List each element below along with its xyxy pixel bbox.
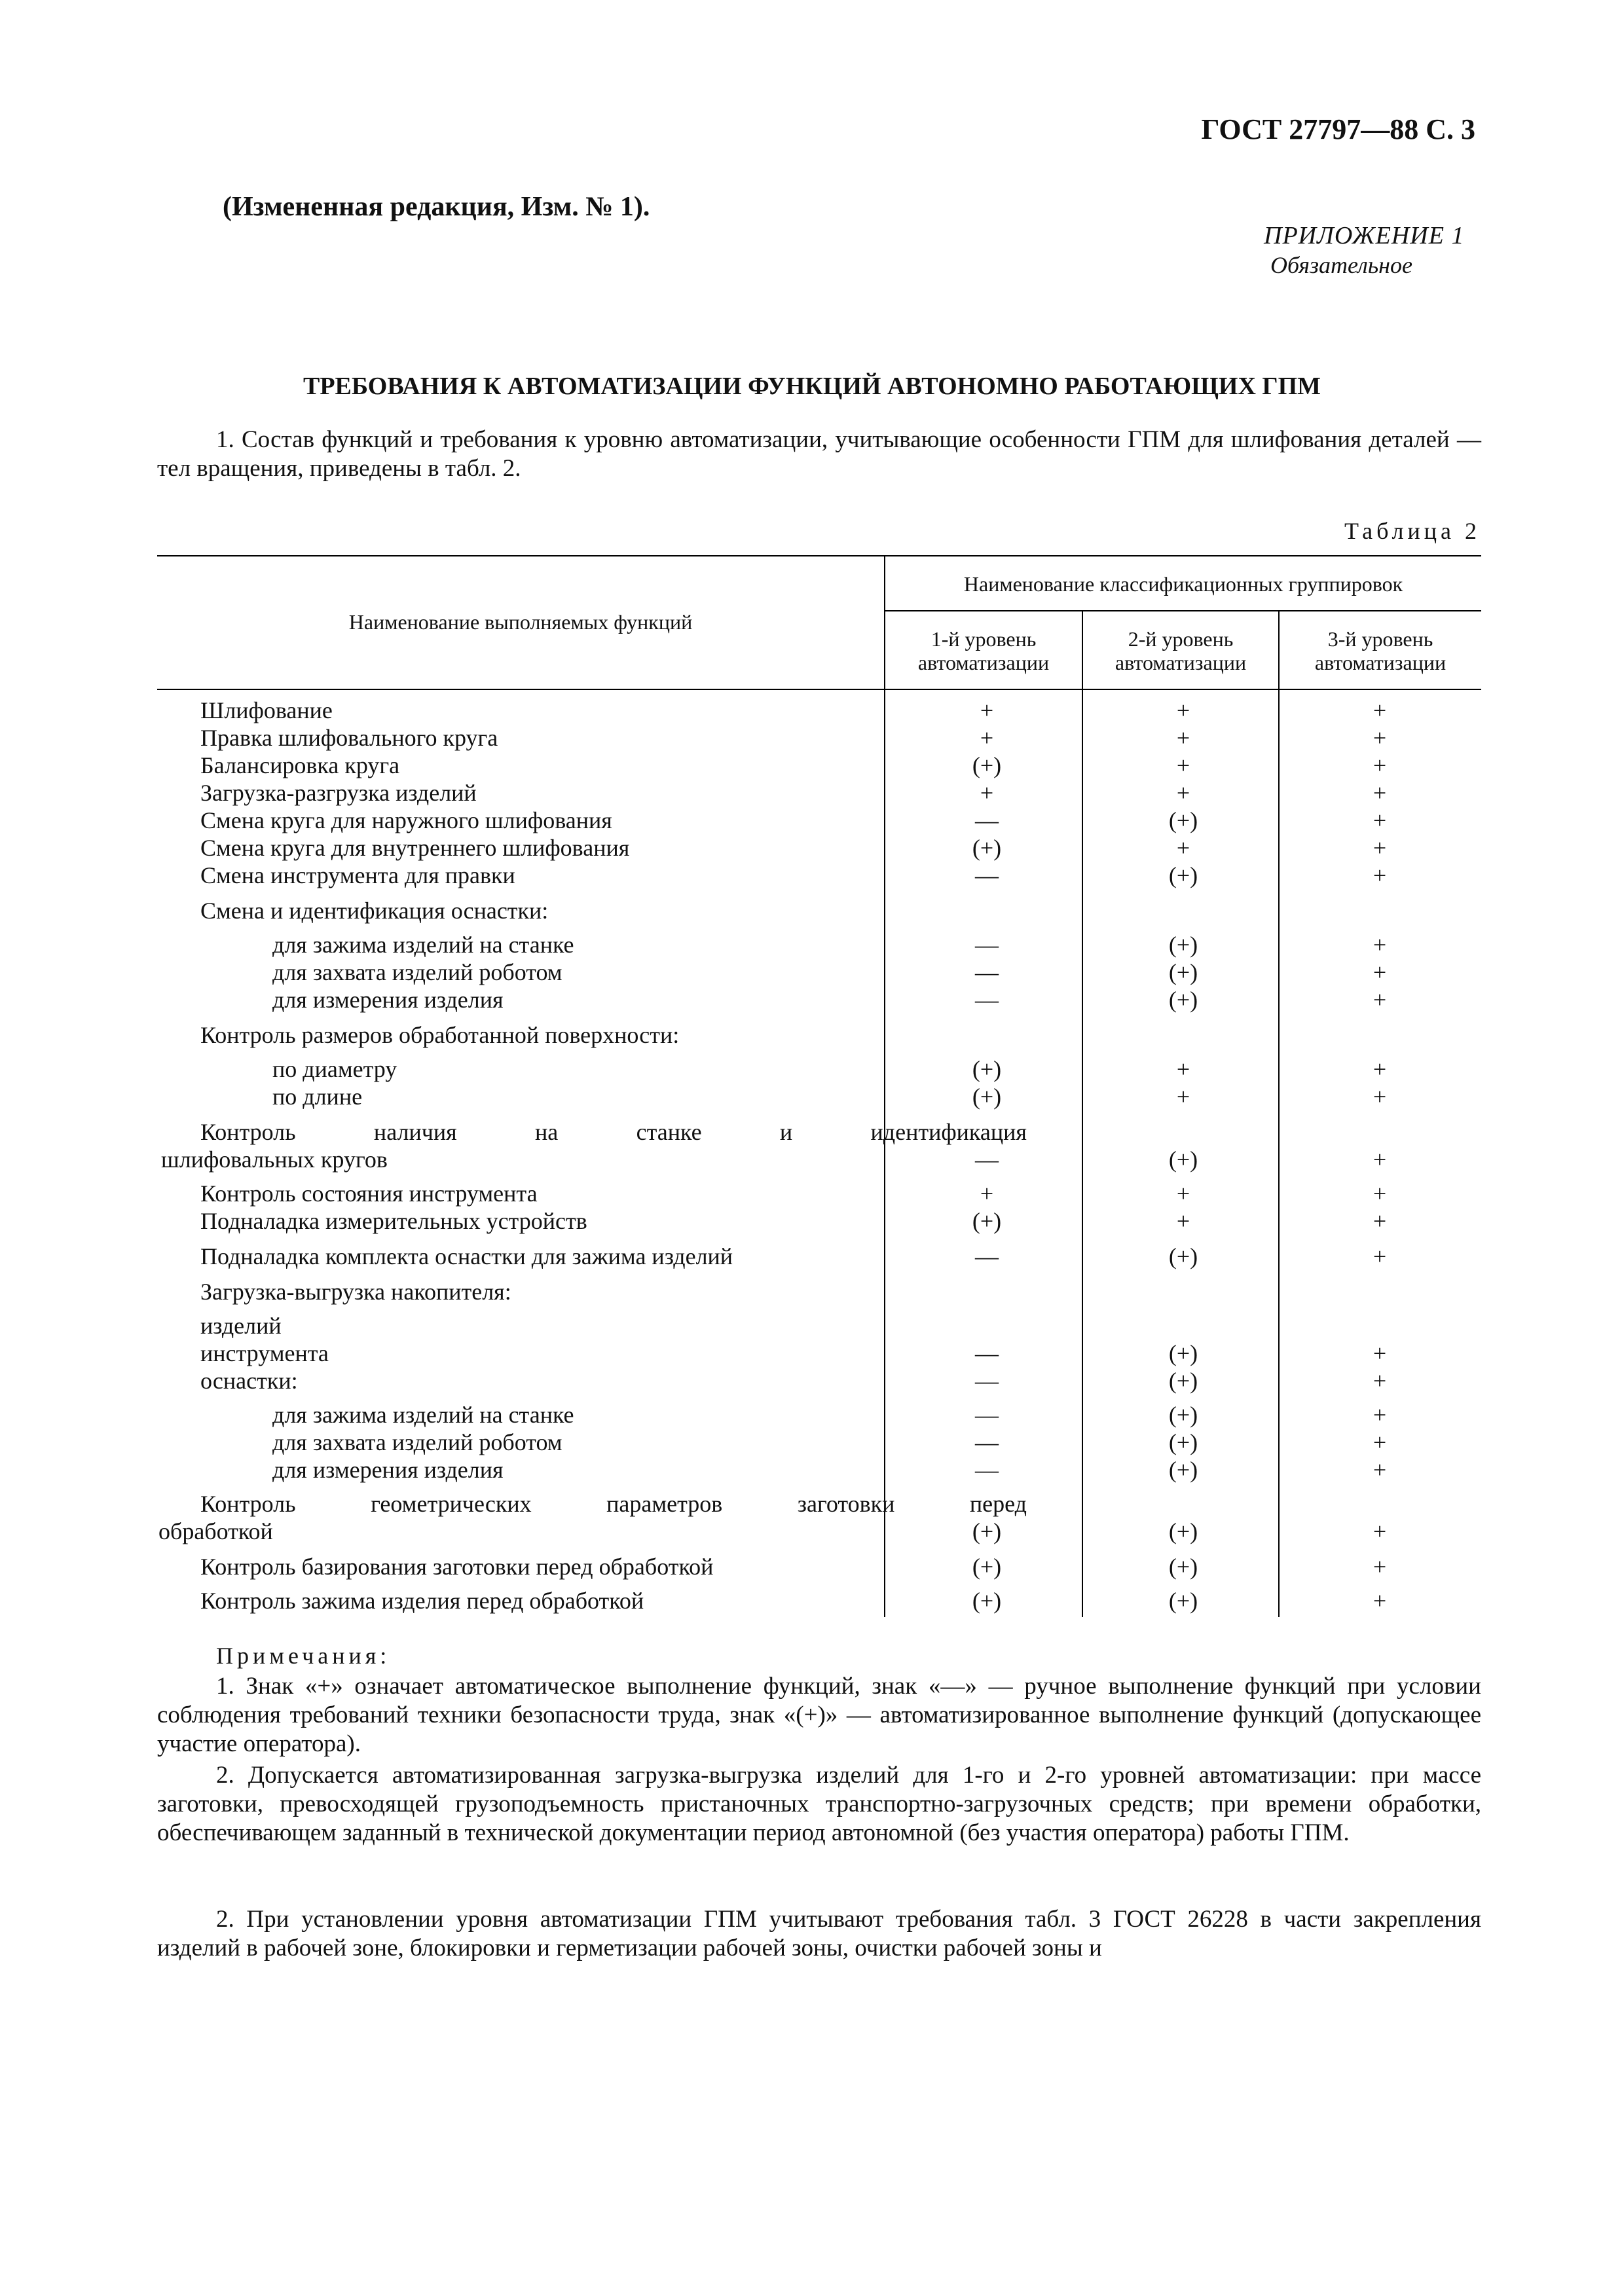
cell-level-1: — bbox=[975, 1457, 999, 1483]
table-caption: Таблица 2 bbox=[1344, 518, 1481, 544]
cell-level-2: (+) bbox=[1168, 1243, 1198, 1269]
cell-level-2: + bbox=[1176, 725, 1190, 751]
cell-level-2: (+) bbox=[1168, 1340, 1198, 1366]
row-label: Смена круга для наружного шлифования bbox=[200, 807, 612, 833]
row-label-word: геометрических bbox=[371, 1491, 532, 1517]
row-label-word: заготовки bbox=[797, 1491, 895, 1517]
level-1-header bbox=[885, 627, 1082, 674]
table-row bbox=[157, 779, 1481, 807]
cell-level-2: (+) bbox=[1168, 1429, 1198, 1455]
cell-level-3: + bbox=[1373, 987, 1387, 1013]
cell-level-1: — bbox=[975, 1243, 999, 1269]
cell-level-3: + bbox=[1373, 932, 1387, 958]
row-label-line1 bbox=[200, 1490, 1027, 1518]
row-label: для захвата изделий роботом bbox=[272, 959, 562, 985]
table-row bbox=[157, 1490, 1481, 1545]
table-row bbox=[157, 1055, 1481, 1083]
cell-level-3: + bbox=[1373, 807, 1387, 833]
page-header: ГОСТ 27797—88 С. 3 bbox=[1201, 113, 1475, 145]
cell-level-2: (+) bbox=[1168, 1518, 1198, 1544]
cell-level-3: + bbox=[1373, 1588, 1387, 1614]
table-row bbox=[157, 862, 1481, 889]
cell-level-3: + bbox=[1373, 1340, 1387, 1366]
cell-level-2: + bbox=[1176, 1084, 1190, 1110]
cell-level-1: (+) bbox=[972, 1554, 1002, 1580]
table-row bbox=[157, 1456, 1481, 1484]
level-1-line1: 1-й уровень bbox=[931, 627, 1037, 651]
cell-level-1: — bbox=[975, 1146, 999, 1173]
appendix-status: Обязательное bbox=[1270, 252, 1412, 278]
cell-level-3: + bbox=[1373, 1402, 1387, 1428]
table-row bbox=[157, 1021, 1481, 1049]
intro-paragraph bbox=[157, 426, 1481, 483]
row-label: для зажима изделий на станке bbox=[272, 932, 574, 958]
table-row bbox=[157, 1243, 1481, 1270]
table-row bbox=[157, 697, 1481, 724]
level-2-header bbox=[1083, 627, 1278, 674]
level-2-line2: автоматизации bbox=[1115, 651, 1247, 674]
row-label-line2: шлифовальных кругов bbox=[161, 1146, 388, 1173]
table-row bbox=[157, 752, 1481, 779]
cell-level-2: (+) bbox=[1168, 987, 1198, 1013]
row-label: по длине bbox=[272, 1084, 363, 1110]
row-label: для зажима изделий на станке bbox=[272, 1402, 574, 1428]
note-2-text: 2. Допускается автоматизированная загрузка-выгрузка изделий для 1-го и 2-го уровней автоматизации: при массе заготовки, превосходящей грузоподъемность пристаночных транспортно-загрузочных средств; при времени обработки, обеспечивающем заданный в технической документации период автономной (без участия оператора) работы ГПМ. bbox=[157, 1762, 1481, 1846]
cell-level-1: (+) bbox=[972, 1588, 1002, 1614]
cell-level-1: (+) bbox=[972, 752, 1002, 778]
cell-level-2: + bbox=[1176, 752, 1190, 778]
row-label: Балансировка круга bbox=[200, 752, 400, 778]
row-label: Смена и идентификация оснастки: bbox=[200, 898, 549, 924]
group-header-rule bbox=[884, 610, 1481, 611]
cell-level-2: (+) bbox=[1168, 1554, 1198, 1580]
appendix-title: ПРИЛОЖЕНИЕ 1 bbox=[1264, 222, 1465, 249]
table-row bbox=[157, 1278, 1481, 1305]
cell-level-2: + bbox=[1176, 780, 1190, 806]
cell-level-1: — bbox=[975, 1429, 999, 1455]
cell-level-2: (+) bbox=[1168, 932, 1198, 958]
cell-level-3: + bbox=[1373, 1084, 1387, 1110]
cell-level-1: — bbox=[975, 807, 999, 833]
table-row bbox=[157, 834, 1481, 862]
row-label-line1 bbox=[200, 1118, 1027, 1146]
table-row bbox=[157, 897, 1481, 924]
table-header-rule bbox=[157, 689, 1481, 690]
cell-level-3: + bbox=[1373, 1243, 1387, 1269]
table-row bbox=[157, 1367, 1481, 1394]
cell-level-3: + bbox=[1373, 1180, 1387, 1207]
table-row bbox=[157, 986, 1481, 1013]
row-label: Контроль размеров обработанной поверхности: bbox=[200, 1022, 680, 1048]
notes-heading: Примечания: bbox=[216, 1643, 391, 1669]
row-label-word: параметров bbox=[606, 1491, 723, 1517]
level-3-header bbox=[1280, 627, 1481, 674]
table-row bbox=[157, 931, 1481, 958]
table-row bbox=[157, 1339, 1481, 1367]
cell-level-3: + bbox=[1373, 959, 1387, 985]
row-label: инструмента bbox=[200, 1340, 329, 1366]
row-label-word: перед bbox=[969, 1491, 1027, 1517]
table-row bbox=[157, 1312, 1481, 1339]
level-2-line1: 2-й уровень bbox=[1128, 627, 1234, 651]
row-label-word: идентификация bbox=[870, 1119, 1027, 1145]
cell-level-2: (+) bbox=[1168, 807, 1198, 833]
row-label: Контроль состояния инструмента bbox=[200, 1180, 538, 1207]
functions-column-header: Наименование выполняемых функций bbox=[348, 610, 693, 634]
cell-level-1: — bbox=[975, 959, 999, 985]
row-label: Шлифование bbox=[200, 697, 333, 723]
table-row bbox=[157, 1429, 1481, 1456]
cell-level-2: + bbox=[1176, 697, 1190, 723]
row-label-line2: обработкой bbox=[158, 1518, 273, 1544]
row-label: Подналадка комплекта оснастки для зажима изделий bbox=[200, 1243, 733, 1269]
cell-level-3: + bbox=[1373, 1429, 1387, 1455]
note-1-text: 1. Знак «+» означает автоматическое выполнение функций, знак «—» — ручное выполнение функций при условии соблюдения требований техники безопасности труда, знак «(+)» — автоматизированное выполнение функций (допускающее участие оператора). bbox=[157, 1673, 1481, 1757]
table-row bbox=[157, 724, 1481, 752]
cell-level-2: (+) bbox=[1168, 1457, 1198, 1483]
cell-level-2: + bbox=[1176, 835, 1190, 861]
row-label-word: и bbox=[779, 1119, 793, 1145]
cell-level-3: + bbox=[1373, 780, 1387, 806]
intro-text: 1. Состав функций и требования к уровню автоматизации, учитывающие особенности ГПМ для шлифования деталей — тел вращения, приведены в табл. 2. bbox=[157, 426, 1481, 482]
cell-level-1: — bbox=[975, 932, 999, 958]
cell-level-2: (+) bbox=[1168, 1402, 1198, 1428]
cell-level-1: (+) bbox=[972, 1208, 1002, 1234]
level-1-line2: автоматизации bbox=[917, 651, 1050, 674]
row-label-word: Контроль bbox=[200, 1491, 296, 1517]
cell-level-2: (+) bbox=[1168, 1146, 1198, 1173]
row-label: Контроль базирования заготовки перед обработкой bbox=[200, 1554, 714, 1580]
section-title: ТРЕБОВАНИЯ К АВТОМАТИЗАЦИИ ФУНКЦИЙ АВТОНОМНО РАБОТАЮЩИХ ГПМ bbox=[303, 373, 1321, 400]
cell-level-1: + bbox=[980, 725, 994, 751]
cell-level-3: + bbox=[1373, 862, 1387, 888]
cell-level-3: + bbox=[1373, 835, 1387, 861]
cell-level-2: (+) bbox=[1168, 959, 1198, 985]
table-row bbox=[157, 1118, 1481, 1173]
table-top-rule bbox=[157, 555, 1481, 556]
table-row bbox=[157, 1083, 1481, 1110]
note-2 bbox=[157, 1761, 1481, 1848]
revision-note: (Измененная редакция, Изм. № 1). bbox=[223, 192, 650, 222]
cell-level-2: + bbox=[1176, 1180, 1190, 1207]
cell-level-3: + bbox=[1373, 1554, 1387, 1580]
cell-level-1: — bbox=[975, 1368, 999, 1394]
cell-level-2: (+) bbox=[1168, 1588, 1198, 1614]
row-label: для измерения изделия bbox=[272, 987, 504, 1013]
table-row bbox=[157, 1553, 1481, 1580]
row-label: оснастки: bbox=[200, 1368, 298, 1394]
row-label: Контроль зажима изделия перед обработкой bbox=[200, 1588, 644, 1614]
cell-level-1: + bbox=[980, 697, 994, 723]
row-label: по диаметру bbox=[272, 1056, 397, 1082]
cell-level-3: + bbox=[1373, 1518, 1387, 1544]
row-label-word: станке bbox=[636, 1119, 702, 1145]
cell-level-3: + bbox=[1373, 1056, 1387, 1082]
cell-level-2: + bbox=[1176, 1056, 1190, 1082]
cell-level-3: + bbox=[1373, 1208, 1387, 1234]
table-row bbox=[157, 1180, 1481, 1207]
table-row bbox=[157, 1401, 1481, 1429]
closing-text: 2. При установлении уровня автоматизации ГПМ учитывают требования табл. 3 ГОСТ 26228 в части закрепления изделий в рабочей зоне, блокировки и герметизации рабочей зоны, очистки рабочей зоны и bbox=[157, 1906, 1481, 1961]
groups-column-header: Наименование классификационных группировок bbox=[963, 572, 1403, 596]
row-label: Смена инструмента для правки bbox=[200, 862, 515, 888]
cell-level-1: (+) bbox=[972, 835, 1002, 861]
cell-level-1: (+) bbox=[972, 1084, 1002, 1110]
cell-level-2: (+) bbox=[1168, 1368, 1198, 1394]
table-row bbox=[157, 1207, 1481, 1235]
cell-level-1: — bbox=[975, 862, 999, 888]
row-label-word: наличия bbox=[373, 1119, 457, 1145]
cell-level-1: — bbox=[975, 1340, 999, 1366]
cell-level-3: + bbox=[1373, 1368, 1387, 1394]
cell-level-1: (+) bbox=[972, 1056, 1002, 1082]
cell-level-1: — bbox=[975, 1402, 999, 1428]
cell-level-3: + bbox=[1373, 752, 1387, 778]
row-label-word: на bbox=[535, 1119, 559, 1145]
level-3-line1: 3-й уровень bbox=[1327, 627, 1433, 651]
row-label: Подналадка измерительных устройств bbox=[200, 1208, 587, 1234]
table-row bbox=[157, 807, 1481, 834]
level-3-line2: автоматизации bbox=[1314, 651, 1447, 674]
cell-level-1: (+) bbox=[972, 1518, 1002, 1544]
row-label: Смена круга для внутреннего шлифования bbox=[200, 835, 630, 861]
row-label: Правка шлифовального круга bbox=[200, 725, 498, 751]
row-label: для захвата изделий роботом bbox=[272, 1429, 562, 1455]
cell-level-2: + bbox=[1176, 1208, 1190, 1234]
cell-level-1: + bbox=[980, 780, 994, 806]
cell-level-3: + bbox=[1373, 1457, 1387, 1483]
table-row bbox=[157, 958, 1481, 986]
row-label: для измерения изделия bbox=[272, 1457, 504, 1483]
cell-level-3: + bbox=[1373, 697, 1387, 723]
row-label: изделий bbox=[200, 1313, 282, 1339]
row-label: Загрузка-выгрузка накопителя: bbox=[200, 1279, 511, 1305]
cell-level-3: + bbox=[1373, 1146, 1387, 1173]
table-row bbox=[157, 1587, 1481, 1614]
cell-level-3: + bbox=[1373, 725, 1387, 751]
note-1 bbox=[157, 1672, 1481, 1758]
cell-level-1: + bbox=[980, 1180, 994, 1207]
closing-paragraph bbox=[157, 1905, 1481, 1963]
cell-level-1: — bbox=[975, 987, 999, 1013]
row-label-word: Контроль bbox=[200, 1119, 296, 1145]
row-label: Загрузка-разгрузка изделий bbox=[200, 780, 477, 806]
cell-level-2: (+) bbox=[1168, 862, 1198, 888]
